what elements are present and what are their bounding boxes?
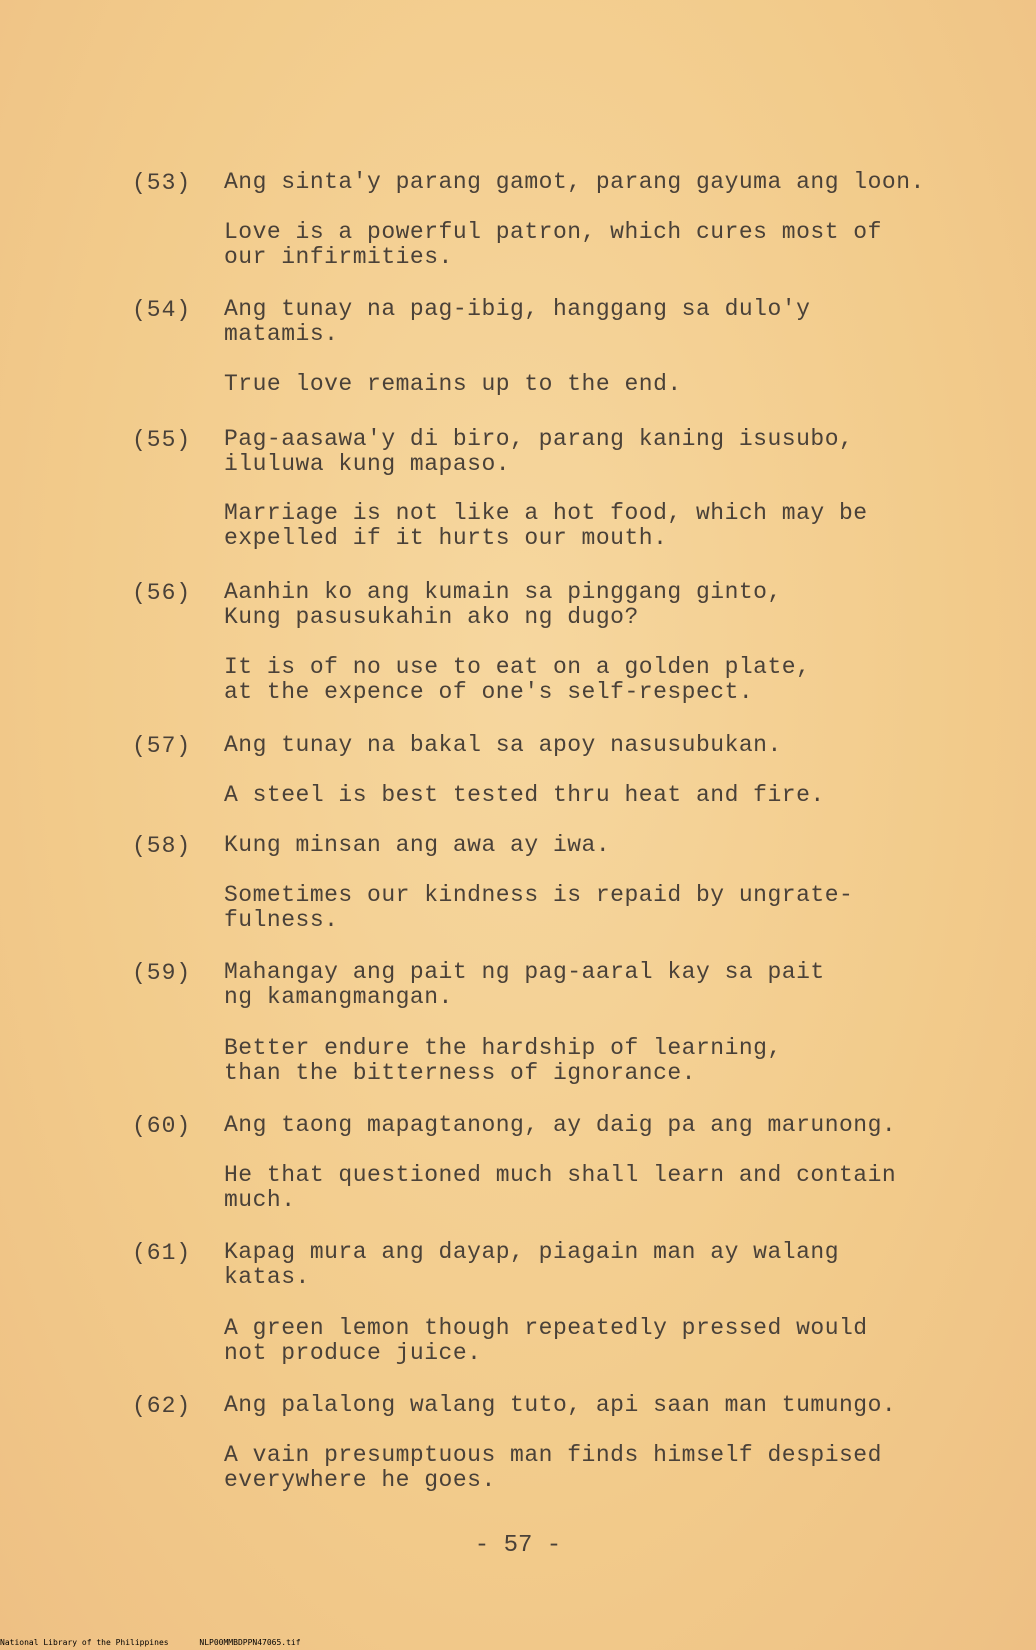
proverb-tagalog: Ang sinta'y parang gamot, parang gayuma ang loon.: [224, 169, 925, 195]
proverb-tagalog: Ang palalong walang tuto, api saan man tumungo.: [224, 1392, 897, 1418]
scan-footer: [0, 1638, 301, 1647]
proverb-english: Love is a powerful patron, which cures most of our infirmities.: [224, 219, 882, 270]
proverb-tagalog: Pag-aasawa'y di biro, parang kaning isusubo, iluluwa kung mapaso.: [224, 426, 854, 477]
proverb-english: He that questioned much shall learn and contain much.: [224, 1162, 897, 1213]
proverb-tagalog: Ang tunay na pag-ibig, hanggang sa dulo'y matamis.: [224, 296, 811, 347]
proverb-tagalog: Mahangay ang pait ng pag-aaral kay sa pait ng kamangmangan.: [224, 959, 825, 1010]
proverb-number: (54): [132, 297, 192, 323]
proverb-number: (59): [132, 960, 192, 986]
proverb-english: A green lemon though repeatedly pressed would not produce juice.: [224, 1315, 868, 1366]
proverb-tagalog: Ang taong mapagtanong, ay daig pa ang marunong.: [224, 1112, 897, 1138]
proverb-number: (60): [132, 1113, 192, 1139]
proverb-number: (55): [132, 427, 192, 453]
proverb-english: Better endure the hardship of learning, than the bitterness of ignorance.: [224, 1035, 782, 1086]
proverb-tagalog: Aanhin ko ang kumain sa pinggang ginto, Kung pasusukahin ako ng dugo?: [224, 579, 782, 630]
proverb-number: (62): [132, 1393, 192, 1419]
proverb-number: (57): [132, 733, 192, 759]
proverb-english: True love remains up to the end.: [224, 371, 682, 397]
proverb-english: A vain presumptuous man finds himself despised everywhere he goes.: [224, 1442, 882, 1493]
proverb-number: (56): [132, 580, 192, 606]
proverb-number: (58): [132, 833, 192, 859]
page-number: - 57 -: [474, 1532, 562, 1559]
proverb-tagalog: Ang tunay na bakal sa apoy nasusubukan.: [224, 732, 782, 758]
proverb-english: Marriage is not like a hot food, which may be expelled if it hurts our mouth.: [224, 500, 868, 551]
proverb-english: A steel is best tested thru heat and fire.: [224, 782, 825, 808]
proverb-number: (53): [132, 170, 192, 196]
footer-file-code: NLP00MMBDPPN47065.tif: [199, 1638, 301, 1647]
proverb-english: Sometimes our kindness is repaid by ungrate- fulness.: [224, 882, 854, 933]
footer-library: National Library of the Philippines: [0, 1638, 169, 1647]
proverb-tagalog: Kung minsan ang awa ay iwa.: [224, 832, 611, 858]
proverb-number: (61): [132, 1240, 192, 1266]
proverb-english: It is of no use to eat on a golden plate, at the expence of one's self-respect.: [224, 654, 811, 705]
proverb-tagalog: Kapag mura ang dayap, piagain man ay walang katas.: [224, 1239, 839, 1290]
